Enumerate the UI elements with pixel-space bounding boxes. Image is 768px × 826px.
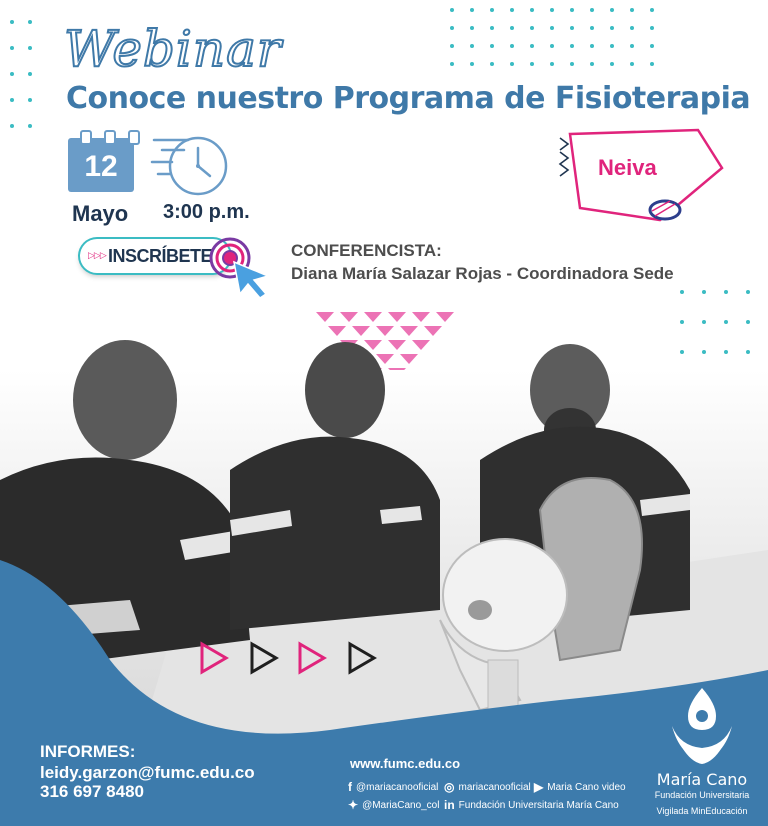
maria-cano-logo [666,686,738,770]
speaker-label: CONFERENCISTA: [291,241,442,260]
linkedin-handle[interactable] [444,798,619,812]
twitter-handle[interactable] [348,798,439,812]
brand-subtitle: Fundación Universitaria [654,790,750,800]
facebook-icon: f [348,780,352,794]
webinar-kicker: Webinar [64,20,282,78]
instagram-icon: ◎ [444,780,455,794]
instagram-label: mariacanooficial [458,781,531,793]
youtube-label: Maria Cano video [547,781,626,793]
clock-icon [148,132,232,198]
brand-name: María Cano [656,770,748,789]
facebook-handle[interactable] [348,780,438,794]
youtube-icon: ▶ [534,780,544,794]
linkedin-label: Fundación Universitaria María Cano [458,799,619,811]
page-title: Conoce nuestro Programa de Fisioterapia [66,81,751,116]
decorative-dots-top-right [450,8,654,66]
arrows-icon: ▷▷▷ [88,250,106,260]
speaker-name: Diana María Salazar Rojas - Coordinadora Sede [291,264,674,283]
contact-phone[interactable]: 316 697 8480 [40,782,144,801]
contact-email[interactable]: leidy.garzon@fumc.edu.co [40,763,255,782]
event-month: Mayo [72,201,129,226]
linkedin-icon: in [444,798,455,812]
event-city: Neiva [598,155,657,180]
event-time: 3:00 p.m. [163,201,250,223]
twitter-label: @MariaCano_col [362,799,440,811]
facebook-label: @mariacanooficial [356,781,439,793]
twitter-icon: ✦ [348,798,359,812]
calendar-icon [68,130,134,192]
brand-tagline: Vigilada MinEducación [656,806,748,816]
instagram-handle[interactable] [444,780,531,794]
cursor-click-icon [208,236,274,302]
informes-label: INFORMES: [40,742,136,761]
decorative-dots-left [10,20,32,128]
website-link[interactable]: www.fumc.edu.co [350,756,461,771]
register-button-label: INSCRÍBETE [108,246,213,266]
youtube-handle[interactable] [534,780,626,794]
event-day: 12 [84,150,118,183]
